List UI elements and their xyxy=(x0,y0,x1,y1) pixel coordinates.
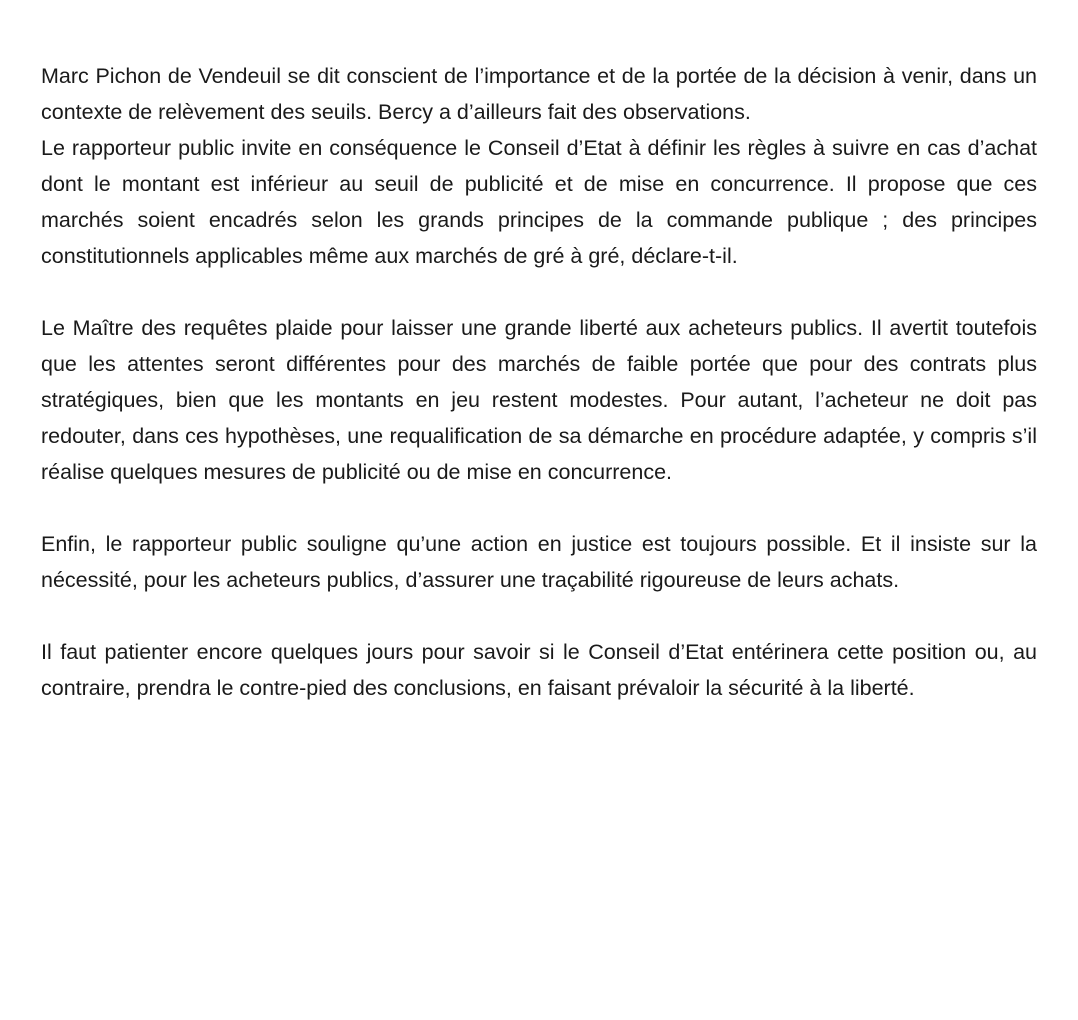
paragraph-4: Enfin, le rapporteur public souligne qu’une action en justice est toujours possible. Et il insiste sur la nécessité, pour les acheteurs publics, d’assurer une traçabilité rigoureuse de leurs achats. xyxy=(41,532,1037,592)
paragraph-spacer xyxy=(41,274,1037,310)
paragraph-1: Marc Pichon de Vendeuil se dit conscient de l’importance et de la portée de la décision à venir, dans un contexte de relèvement des seuils. Bercy a d’ailleurs fait des observations. xyxy=(41,64,1037,124)
paragraph-spacer xyxy=(41,598,1037,634)
paragraph-2: Le rapporteur public invite en conséquence le Conseil d’Etat à définir les règles à suivre en cas d’achat dont le montant est inférieur au seuil de publicité et de mise en concurrence. Il propose que ces marchés soient encadrés selon les grands principes de la commande publique ; des principes constitutionnels applicables même aux marchés de gré à gré, déclare-t-il. xyxy=(41,136,1037,268)
paragraph-spacer xyxy=(41,490,1037,526)
paragraph-5: Il faut patienter encore quelques jours pour savoir si le Conseil d’Etat entérinera cette position ou, au contraire, prendra le contre-pied des conclusions, en faisant prévaloir la sécurité à la liberté. xyxy=(41,640,1037,700)
paragraph-3: Le Maître des requêtes plaide pour laisser une grande liberté aux acheteurs publics. Il avertit toutefois que les attentes seront différentes pour des marchés de faible portée que pour des contrats plus stratégiques, bien que les montants en jeu restent modestes. Pour autant, l’acheteur ne doit pas redouter, dans ces hypothèses, une requalification de sa démarche en procédure adaptée, y compris s’il réalise quelques mesures de publicité ou de mise en concurrence. xyxy=(41,316,1037,484)
